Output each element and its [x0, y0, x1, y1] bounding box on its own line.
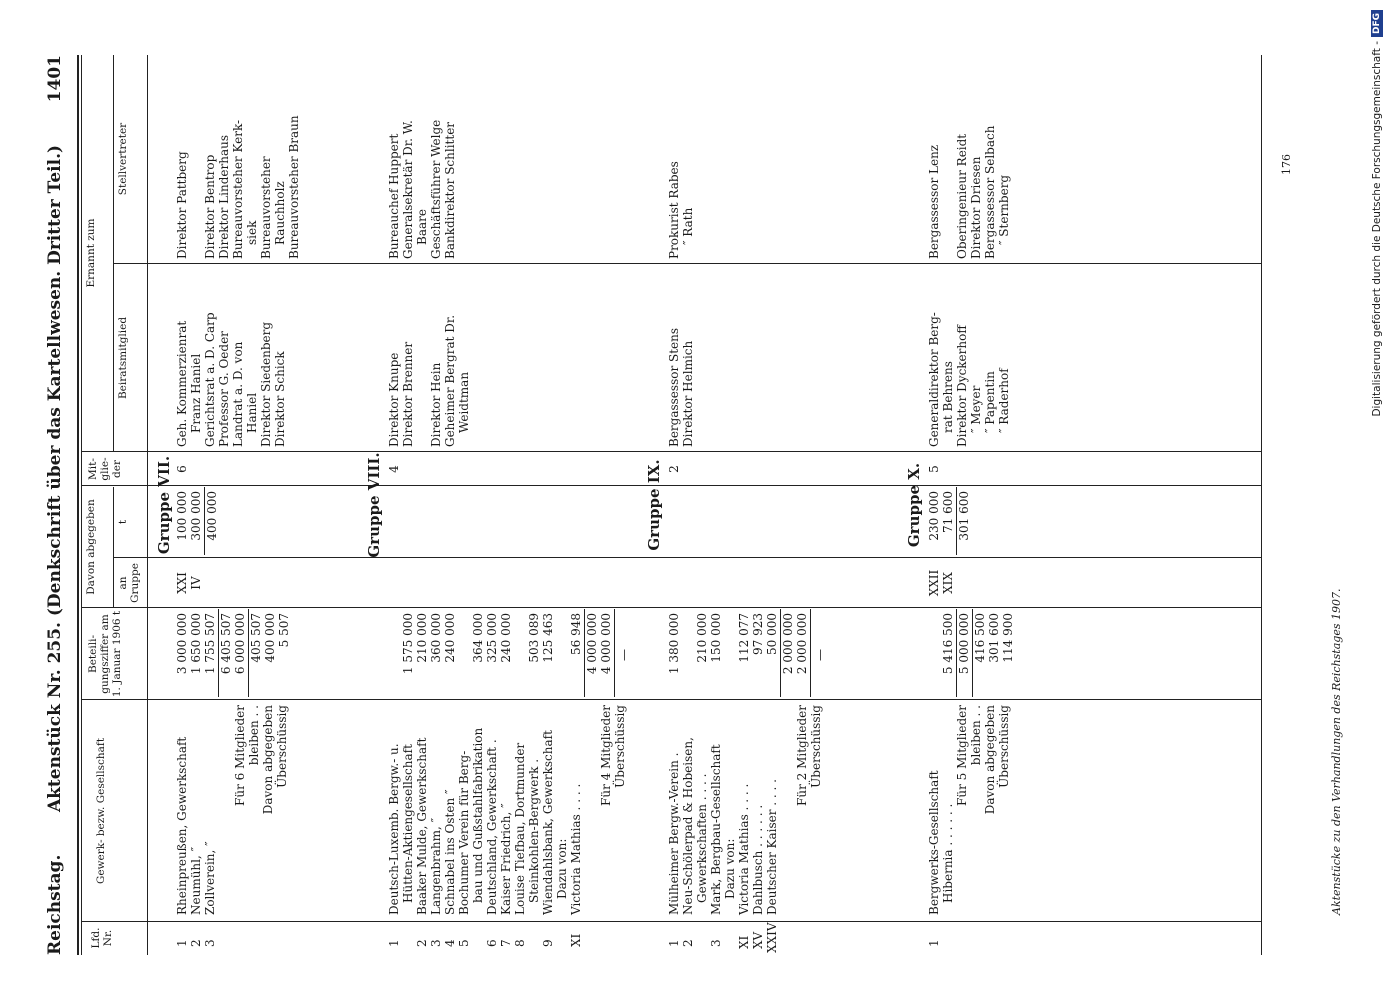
mitglieder-x: 5	[927, 465, 941, 473]
row-value: 1 650 000	[189, 613, 203, 675]
group-title-x: Gruppe X.	[905, 462, 923, 548]
beirat-line: Direktor Hein	[429, 362, 443, 447]
group-title-viii: Gruppe VIII.	[365, 452, 383, 558]
row-value: 1 380 000	[667, 613, 681, 675]
stell-line: Prokurist Rabes	[667, 161, 681, 259]
col-an-gruppe: an Gruppe	[117, 563, 141, 603]
group-title-vii: Gruppe VII.	[155, 455, 173, 555]
col-beteiligung: Beteili-gungsziffer am 1. Januar 1906 t	[87, 610, 123, 698]
stell-line: ″ Sternberg	[997, 174, 1011, 245]
sum-rule	[614, 609, 615, 697]
sum-value: 400 000	[263, 613, 277, 663]
digitization-sidebar	[1368, 0, 1383, 1000]
row-name: Deutschland, Gewerkschaft .	[485, 739, 499, 915]
stell-line: Bureauvorsteher Kerk-	[231, 119, 245, 259]
row-nr: 1	[667, 939, 681, 947]
row-nr: 3	[429, 939, 443, 947]
sum-line: Für 2 Mitglieder	[795, 705, 809, 806]
abgegeben-t: 300 000	[189, 491, 203, 541]
row-name: Wiendahlsbank, Gewerkschaft	[541, 730, 555, 915]
sum-line: bleiben . .	[969, 705, 983, 766]
beirat-line: Haniel	[245, 392, 259, 433]
col-divider-6	[81, 451, 1261, 452]
beirat-line: Direktor Siedenberg	[259, 321, 273, 447]
row-nr: 1	[175, 939, 189, 947]
col-lfd: Lfd. Nr.	[90, 927, 114, 949]
beirat-line: Professor G. Oeder	[217, 331, 231, 447]
beirat-line: Landrat a. D. von	[231, 341, 245, 447]
row-name: Mark, Bergbau-Gesellschaft	[709, 744, 723, 915]
row-name: Zollverein, ″	[203, 841, 217, 915]
page-footer: Aktenstücke zu den Verhandlungen des Reichstages 1907.	[1330, 588, 1343, 915]
row-name: Bochumer Verein für Berg-	[457, 750, 471, 915]
row-value: 97 923	[751, 613, 765, 655]
sum-value: 301 600	[987, 613, 1001, 663]
row-value: 240 000	[443, 613, 457, 663]
abgegeben-t: 230 000	[927, 491, 941, 541]
beirat-line: Direktor Schick	[273, 351, 287, 447]
sum-line: Für 5 Mitglieder	[955, 705, 969, 806]
dfg-logo: DFG	[1371, 10, 1383, 37]
header-title: Aktenstück Nr. 255. (Denkschrift über das Kartellwesen. Dritter Teil.)	[45, 144, 65, 813]
beirat-line: ″ Raderhof	[997, 368, 1011, 433]
sum-value: —	[813, 649, 827, 661]
beirat-line: Direktor Helmich	[681, 340, 695, 447]
abgegeben-gruppe: XIX	[941, 572, 955, 594]
davon-sub-rule	[113, 487, 114, 607]
mitglieder-ix: 2	[667, 465, 681, 473]
abgegeben-t: 301 600	[957, 491, 971, 541]
abgegeben-gruppe: XXII	[927, 569, 941, 597]
sum-value: 5 507	[277, 613, 291, 648]
row-name: Langenbrahm, ″	[429, 817, 443, 915]
row-name: Neu-Schölerpad & Hobeisen,	[681, 737, 695, 915]
sum-rule	[810, 609, 811, 697]
beirat-line: Direktor Dyckerhoff	[955, 325, 969, 447]
row-nr: 8	[513, 939, 527, 947]
sum-value: 2 000 000	[795, 613, 809, 675]
sum-value: —	[617, 649, 631, 661]
beirat-line: Direktor Knupe	[387, 352, 401, 447]
row-name: Louise Tiefbau, Dortmunder	[513, 742, 527, 915]
row-value: 125 463	[541, 613, 555, 663]
row-value: 210 000	[695, 613, 709, 663]
row-nr: XI	[737, 935, 751, 949]
col-stellvertreter: Stellvertreter	[117, 122, 129, 196]
stell-line: Bureauvorsteher	[259, 156, 273, 259]
stell-line: Direktor Linderhaus	[217, 135, 231, 259]
row-nr: XV	[751, 931, 765, 949]
row-name: Hibernia . . . . . .	[941, 803, 955, 903]
abgegeben-t: 400 000	[205, 491, 219, 541]
stell-line: Direktor Driesen	[969, 156, 983, 259]
beirat-line: Franz Haniel	[189, 353, 203, 433]
sum-value: 2 000 000	[781, 613, 795, 675]
sum-line: Überschüssig	[275, 705, 289, 788]
stell-line: Rauchholz	[273, 181, 287, 245]
rotated-document-page	[35, 55, 1365, 955]
row-nr: 2	[415, 939, 429, 947]
sum-value: 5 000 000	[957, 613, 971, 675]
row-value: 112 077	[737, 613, 751, 663]
row-name: Victoria Mathias . . . .	[737, 783, 751, 915]
row-value: 50 000	[765, 613, 779, 655]
beirat-line: Generaldirektor Berg-	[927, 312, 941, 447]
stell-line: Geschäftsführer Welge	[429, 119, 443, 259]
sum-line: Davon abgegeben	[261, 705, 275, 815]
header-left: Reichstag.	[45, 854, 65, 955]
row-name: bau und Gußstahlfabrikation	[471, 727, 485, 903]
row-nr: 6	[485, 939, 499, 947]
row-nr: 1	[927, 939, 941, 947]
sum-line: Für 4 Mitglieder	[599, 705, 613, 806]
row-name: Gewerkschaften . . . .	[695, 773, 709, 903]
col-mitglieder: Mit-glie-der	[87, 457, 123, 481]
col-davon: Davon abgegeben	[85, 499, 97, 595]
col-t: t	[117, 519, 129, 525]
sum-line: Für 6 Mitglieder	[233, 705, 247, 806]
table-header-bottom-rule	[147, 55, 148, 955]
beirat-line: Gerichtsrat a. D. Carp	[203, 312, 217, 447]
row-name: Steinkohlen-Bergwerk .	[527, 758, 541, 903]
abgegeben-t: 71 600	[941, 491, 955, 533]
mitglieder-vii: 6	[175, 465, 189, 473]
row-value: 210 000	[415, 613, 429, 663]
stell-line: Bureauchef Huppert	[387, 133, 401, 259]
row-nr: 3	[709, 939, 723, 947]
row-nr: XI	[569, 933, 583, 947]
ernannt-sub-rule	[113, 55, 114, 451]
row-nr: 3	[203, 939, 217, 947]
row-value: 364 000	[471, 613, 485, 663]
stell-line: Baare	[415, 209, 429, 245]
col-divider-2	[81, 699, 1261, 700]
col-divider-5	[81, 485, 1261, 486]
stell-line: Bergassessor Selbach	[983, 125, 997, 259]
col-divider-7	[113, 263, 1261, 264]
digitization-note	[1369, 10, 1383, 990]
col-divider-4	[113, 557, 1261, 558]
sum-line: Überschüssig	[997, 705, 1011, 788]
col-divider-1	[81, 921, 1261, 922]
sum-line: Überschüssig	[613, 705, 627, 788]
row-name: Neumühl, ″	[189, 846, 203, 915]
row-value: 360 000	[429, 613, 443, 663]
row-value: 3 000 000	[175, 613, 189, 675]
row-name: Kaiser Friedrich, ″	[499, 803, 513, 915]
group-title-ix: Gruppe IX.	[645, 459, 663, 551]
beirat-line: ″ Papentin	[983, 371, 997, 433]
sum-value: 405 507	[249, 613, 263, 663]
mitglieder-viii: 4	[387, 465, 401, 473]
sum-line: Überschüssig	[809, 705, 823, 788]
row-name: Hütten-Aktiengesellschaft	[401, 744, 415, 903]
stell-line: Bergassessor Lenz	[927, 144, 941, 259]
beirat-line: ″ Meyer	[969, 385, 983, 433]
stell-line: Bureauvorsteher Braun	[287, 115, 301, 259]
col-ernannt: Ernannt zum	[85, 218, 97, 288]
row-nr: 9	[541, 939, 555, 947]
row-nr: 5	[457, 939, 471, 947]
row-name: Dazu von:	[723, 838, 737, 899]
beirat-line: Geh. Kommerzienrat	[175, 320, 189, 447]
row-value: 1 755 507	[203, 613, 217, 675]
header-page-number: 1401	[45, 55, 65, 103]
row-value: 5 416 500	[941, 613, 955, 675]
row-name: Dazu von:	[555, 838, 569, 899]
bottom-page-number: 176	[1280, 154, 1293, 175]
page-header	[35, 55, 75, 955]
abgegeben-gruppe: IV	[189, 576, 203, 590]
row-value: 503 089	[527, 613, 541, 663]
row-nr: XXIV	[765, 922, 779, 953]
row-name: Baaker Mulde, Gewerkschaft	[415, 737, 429, 915]
col-gesellschaft: Gewerk- bezw. Gesellschaft	[95, 737, 107, 885]
beirat-line: Weidtman	[457, 371, 471, 433]
row-name: Deutsch-Luxemb. Bergw.- u.	[387, 743, 401, 915]
row-name: Dahlbusch . . . . . .	[751, 804, 765, 915]
sum-value: 416 500	[973, 613, 987, 663]
header-rule	[77, 55, 79, 955]
stell-line: Oberingenieur Reidt	[955, 133, 969, 259]
abgegeben-gruppe: XXI	[175, 572, 189, 594]
row-value: 240 000	[499, 613, 513, 663]
row-value: 1 575 000	[401, 613, 415, 675]
digitization-text: Digitalisierung gefördert durch die Deutsche Forschungsgemeinschaft -	[1370, 41, 1383, 417]
sum-value: 4 000 000	[585, 613, 599, 675]
row-nr: 2	[681, 939, 695, 947]
row-nr: 1	[387, 939, 401, 947]
row-value: 325 000	[485, 613, 499, 663]
beirat-line: Bergassessor Stens	[667, 327, 681, 447]
stell-line: Generalsekretär Dr. W.	[401, 120, 415, 259]
row-name: Deutscher Kaiser . . . .	[765, 778, 779, 915]
row-name: Rheinpreußen, Gewerkschaft	[175, 736, 189, 915]
sum-value: 6 405 507	[219, 613, 233, 675]
header-rule-2	[81, 55, 82, 955]
beirat-line: Direktor Brenner	[401, 341, 415, 447]
row-value: 150 000	[709, 613, 723, 663]
sum-line: bleiben . .	[247, 705, 261, 766]
sum-value: 114 900	[1001, 613, 1015, 663]
abgegeben-t: 100 000	[175, 491, 189, 541]
stell-line: Direktor Pattberg	[175, 151, 189, 259]
sum-value: 4 000 000	[599, 613, 613, 675]
stell-line: ″ Rath	[681, 207, 695, 245]
beirat-line: rat Behrens	[941, 361, 955, 433]
col-divider-3	[81, 607, 1261, 608]
stell-line: Bankdirektor Schlitter	[443, 121, 457, 259]
stell-line: siek	[245, 220, 259, 245]
beirat-line: Geheimer Bergrat Dr.	[443, 314, 457, 447]
stell-line: Direktor Bentrop	[203, 154, 217, 259]
sum-line: Davon abgegeben	[983, 705, 997, 815]
row-name: Bergwerks-Gesellschaft	[927, 770, 941, 915]
row-nr: 4	[443, 939, 457, 947]
row-nr: 2	[189, 939, 203, 947]
table-bottom-rule	[1261, 55, 1262, 955]
row-name: Victoria Mathias . . . .	[569, 783, 583, 915]
row-nr: 7	[499, 939, 513, 947]
row-name: Mülheimer Bergw.-Verein .	[667, 752, 681, 915]
row-value: 56 948	[569, 613, 583, 655]
col-beiratsmitglied: Beiratsmitglied	[117, 316, 129, 400]
sum-value: 6 000 000	[233, 613, 247, 675]
row-name: Schnabel ins Osten ″	[443, 789, 457, 915]
